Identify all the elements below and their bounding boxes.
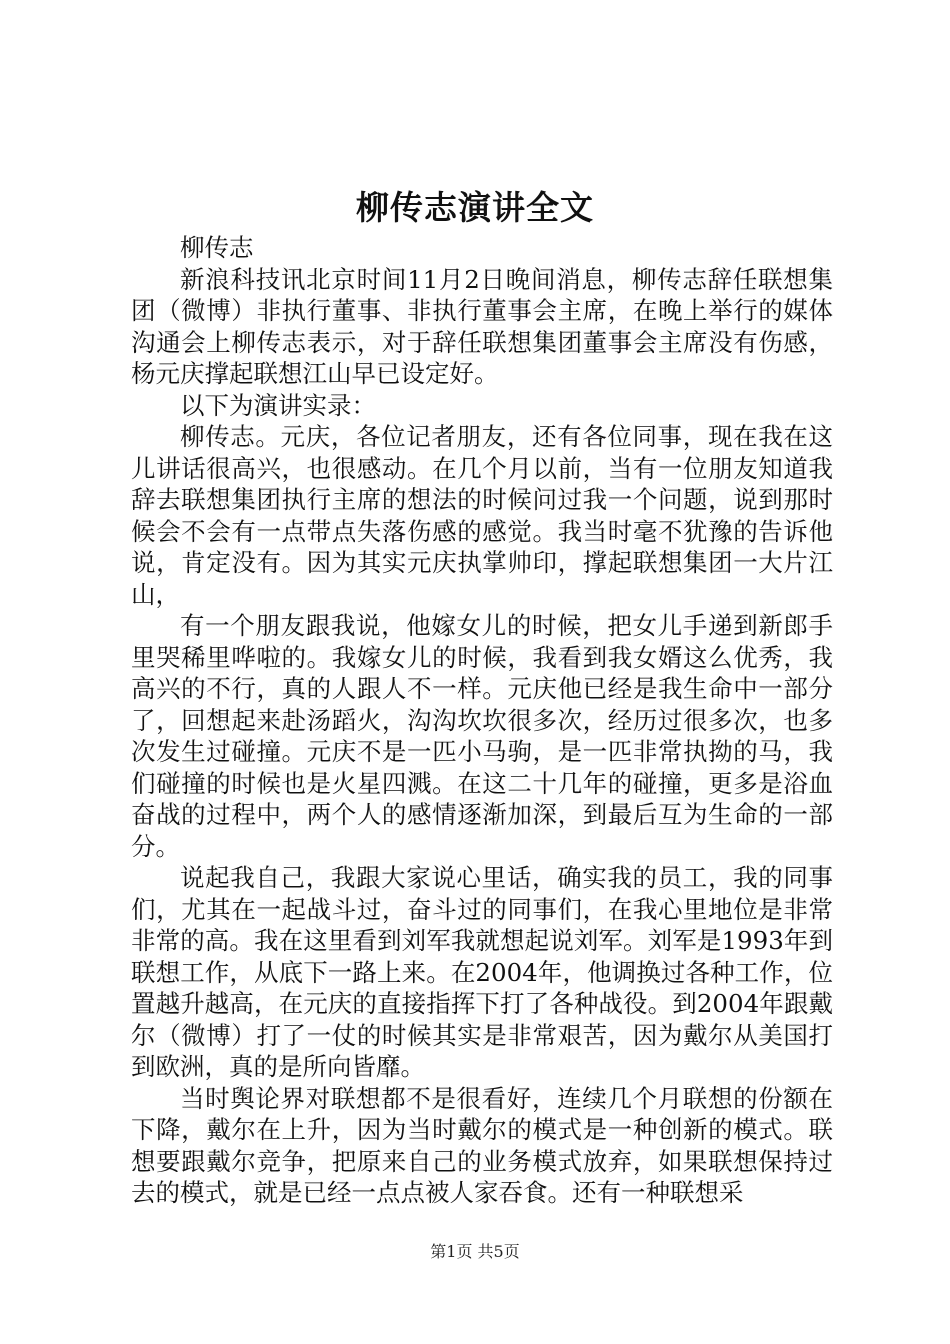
document-body <box>131 232 833 1209</box>
paragraph: 当时舆论界对联想都不是很看好，连续几个月联想的份额在下降，戴尔在上升，因为当时戴尔的模式是一种创新的模式。联想要跟戴尔竞争，把原来自己的业务模式放弃，如果联想保持过去的模式，就是已经一点点被人家吞食。还有一种联想采 <box>131 1083 833 1207</box>
page-number-footer: 第1页 共5页 <box>430 1242 520 1261</box>
paragraph-author: 柳传志 <box>180 233 254 262</box>
paragraph: 说起我自己，我跟大家说心里话，确实我的员工，我的同事们，尤其在一起战斗过，奋斗过的同事们，在我心里地位是非常非常的高。我在这里看到刘军我就想起说刘军。刘军是1993年到联想工作，从底下一路上来。在2004年，他调换过各种工作，位置越升越高，在元庆的直接指挥下打了各种战役。到2004年跟戴尔（微博）打了一仗的时候其实是非常艰苦，因为戴尔从美国打到欧洲，真的是所向皆靡。 <box>131 863 833 1081</box>
paragraph: 柳传志。元庆，各位记者朋友，还有各位同事，现在我在这儿讲话很高兴，也很感动。在几个月以前，当有一位朋友知道我辞去联想集团执行主席的想法的时候问过我一个问题，说到那时候会不会有一点带点失落伤感的感觉。我当时毫不犹豫的告诉他说，肯定没有。因为其实元庆执掌帅印，撑起联想集团一大片江山， <box>131 422 833 609</box>
paragraph: 有一个朋友跟我说，他嫁女儿的时候，把女儿手递到新郎手里哭稀里哗啦的。我嫁女儿的时候，我看到我女婿这么优秀，我高兴的不行，真的人跟人不一样。元庆他已经是我生命中一部分了，回想起来赴汤蹈火，沟沟坎坎很多次，经历过很多次，也多次发生过碰撞。元庆不是一匹小马驹，是一匹非常执拗的马，我们碰撞的时候也是火星四溅。在这二十几年的碰撞，更多是浴血奋战的过程中，两个人的感情逐渐加深，到最后互为生命的一部分。 <box>131 611 833 861</box>
paragraph-intro: 新浪科技讯北京时间11月2日晚间消息，柳传志辞任联想集团（微博）非执行董事、非执行董事会主席，在晚上举行的媒体沟通会上柳传志表示，对于辞任联想集团董事会主席没有伤感，杨元庆撑起联想江山早已设定好。 <box>131 264 833 388</box>
paragraph-transcript-label: 以下为演讲实录： <box>180 390 376 420</box>
document-title: 柳传志演讲全文 <box>356 188 594 227</box>
